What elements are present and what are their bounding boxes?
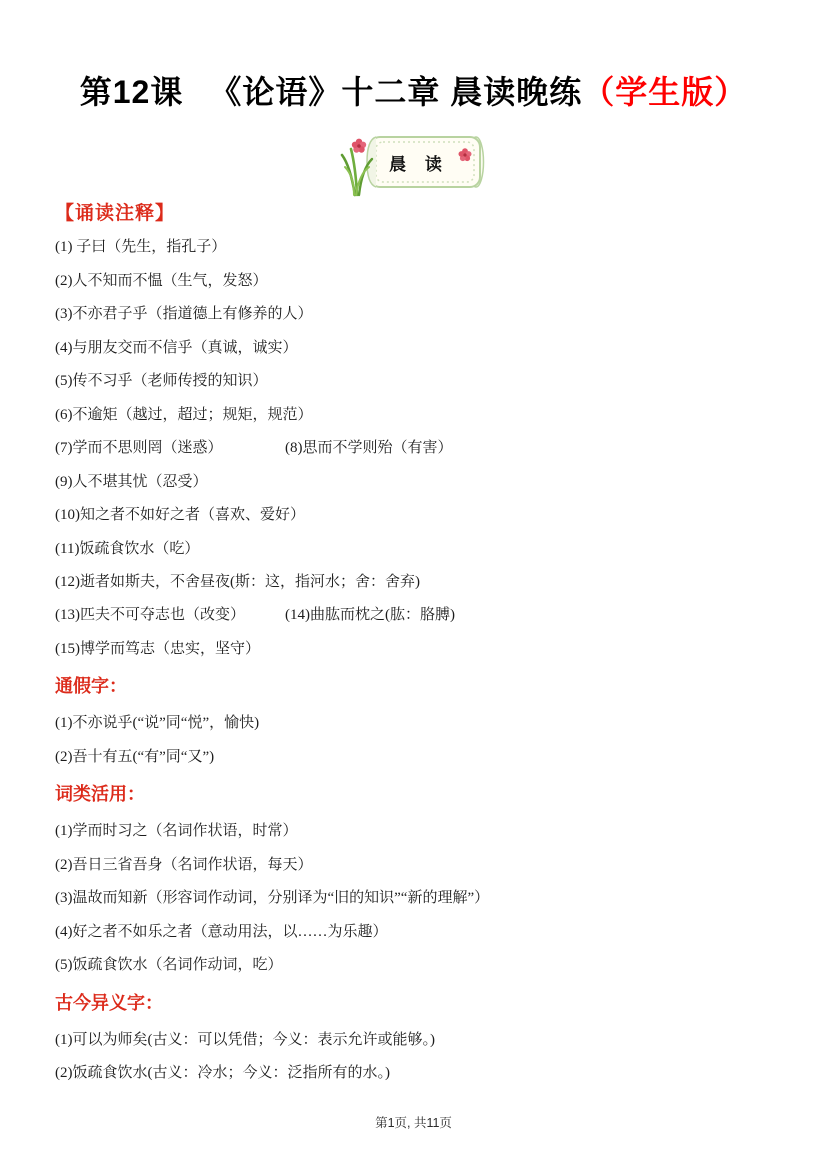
list-item-text: (5)传不习乎（老师传授的知识）	[55, 373, 268, 390]
list-item-text: (2)人不知而不愠（生气，发怒）	[55, 272, 268, 289]
list-item	[55, 949, 772, 982]
list-item-text: (10)知之者不如好之者（喜欢、爱好）	[55, 507, 305, 524]
list-item	[55, 566, 772, 599]
list-item-text: (3)不亦君子乎（指道德上有修养的人）	[55, 306, 313, 323]
morning-reading-banner	[339, 133, 489, 197]
list-item-text: (6)不逾矩（越过，超过；规矩，规范）	[55, 406, 313, 423]
list-item	[55, 499, 772, 532]
section-items	[55, 815, 772, 982]
list-item-text: (1)不亦说乎(“说”同“悦”，愉快)	[55, 715, 260, 732]
banner-label: 晨 读	[389, 154, 449, 174]
list-item-text: (2)吾日三省吾身（名词作状语，每天）	[55, 856, 313, 873]
page-title-edition-red: （学生版）	[582, 74, 748, 110]
list-item-segment: (7)学而不思则罔（迷惑）	[55, 440, 223, 457]
list-item	[55, 1057, 772, 1090]
page-title-lesson-number: 第12课	[79, 74, 184, 110]
section-heading: 古今异义字：	[55, 992, 163, 1013]
list-item-text: (1) 子曰（先生，指孔子）	[55, 239, 227, 256]
section	[55, 670, 772, 774]
section	[55, 778, 772, 982]
page-title-main: 《论语》十二章 晨读晚练	[209, 74, 583, 110]
list-item	[55, 399, 772, 432]
list-item-text: (11)饭疏食饮水（吃）	[55, 540, 200, 557]
list-item-segment: (8)思而不学则殆（有害）	[285, 440, 453, 457]
section-heading: 通假字：	[55, 676, 127, 697]
list-item	[55, 231, 772, 264]
list-item-text: (3)温故而知新（形容词作动词，分别译为“旧的知识”“新的理解”）	[55, 890, 490, 907]
section-items	[55, 231, 772, 666]
flower-left	[351, 139, 365, 153]
list-item-text: (4)好之者不如乐之者（意动用法，以……为乐趣）	[55, 923, 388, 940]
list-item-segment: (14)曲肱而枕之(肱：胳膊)	[285, 607, 455, 624]
list-item	[55, 815, 772, 848]
list-item-text: (2)吾十有五(“有”同“又”)	[55, 748, 215, 765]
list-item	[55, 1024, 772, 1057]
list-item	[55, 466, 772, 499]
list-item	[55, 365, 772, 398]
list-item	[55, 849, 772, 882]
section-heading: 【诵读注释】	[55, 203, 176, 225]
page-number-footer: 第1页, 共11页	[375, 1116, 452, 1130]
page-title	[55, 72, 772, 112]
section	[55, 987, 772, 1091]
document-sections	[55, 201, 772, 1090]
list-item	[55, 599, 772, 632]
list-item-text: (5)饭疏食饮水（名词作动词，吃）	[55, 957, 283, 974]
section-heading: 词类活用：	[55, 784, 145, 805]
list-item-text: (15)博学而笃志（忠实，坚守）	[55, 640, 260, 657]
section-items	[55, 1024, 772, 1091]
list-item	[55, 332, 772, 365]
list-item-segment: (13)匹夫不可夺志也（改变）	[55, 607, 245, 624]
section	[55, 201, 772, 666]
section-items	[55, 707, 772, 774]
list-item	[55, 432, 772, 465]
list-item	[55, 265, 772, 298]
list-item-text: (1)可以为师矣(古义：可以凭借；今义：表示允许或能够。)	[55, 1031, 435, 1048]
list-item-text: (2)饭疏食饮水(古义：冷水；今义：泛指所有的水。)	[55, 1064, 390, 1081]
list-item	[55, 633, 772, 666]
list-item	[55, 707, 772, 740]
list-item-text: (1)学而时习之（名词作状语，时常）	[55, 823, 298, 840]
document-content	[0, 72, 827, 1090]
list-item	[55, 533, 772, 566]
list-item-text: (12)逝者如斯夫，不舍昼夜(斯：这，指河水；舍：舍弃)	[55, 573, 420, 590]
list-item	[55, 298, 772, 331]
list-item	[55, 882, 772, 915]
list-item-text: (4)与朋友交而不信乎（真诚，诚实）	[55, 339, 298, 356]
list-item	[55, 916, 772, 949]
list-item	[55, 741, 772, 774]
list-item-text: (9)人不堪其忧（忍受）	[55, 473, 208, 490]
